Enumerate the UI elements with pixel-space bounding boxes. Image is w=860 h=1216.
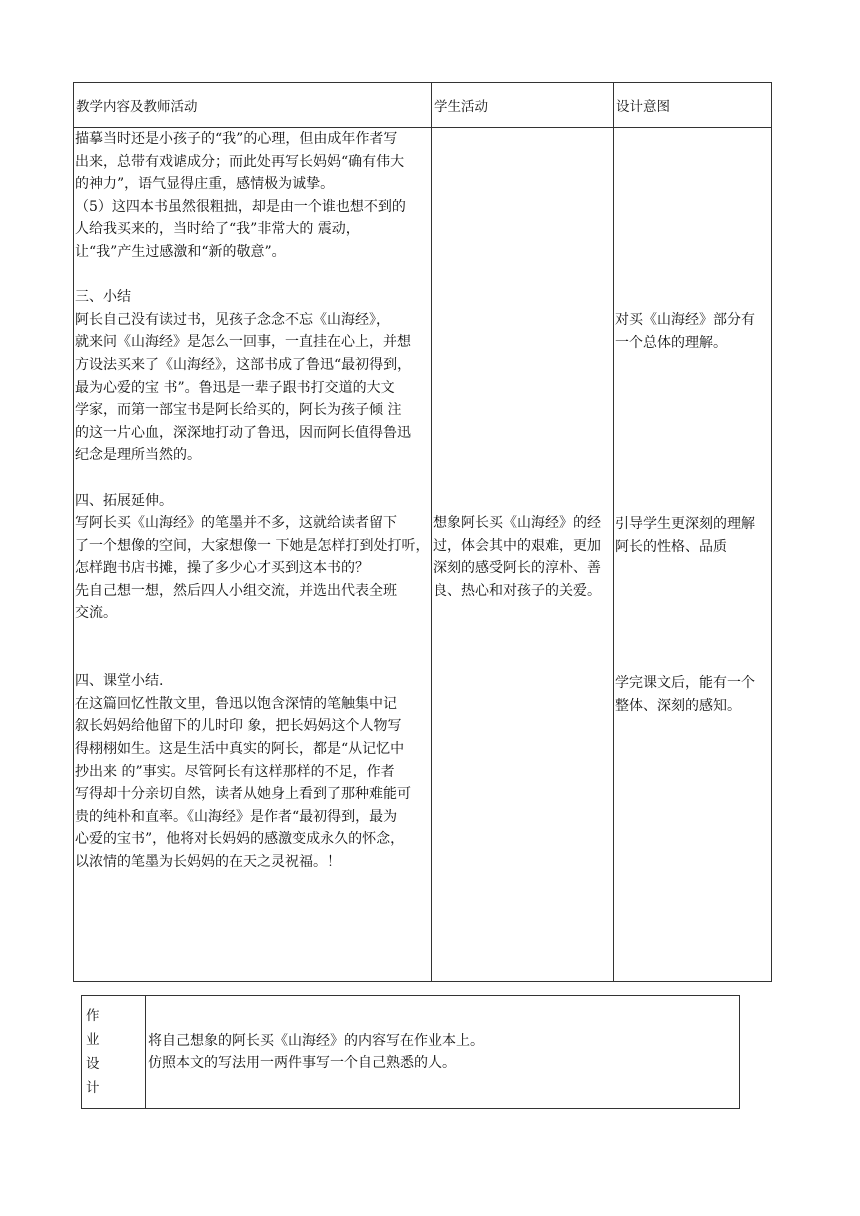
teacher-line: 阿长自己没有读过书，见孩子念念不忘《山海经》， <box>75 311 390 328</box>
teacher-line: 的这一片心血，深深地打动了鲁迅，因而阿长值得鲁迅 <box>75 424 411 441</box>
intent-block-3 <box>615 558 770 717</box>
blank-line <box>75 625 430 648</box>
table-header-row <box>74 83 772 128</box>
homework-row <box>82 996 740 1109</box>
teacher-line: 学家，而第一部宝书是阿长给买的，阿长为孩子倾 注 <box>75 402 402 419</box>
homework-label-char: 设 <box>86 1056 100 1072</box>
teacher-line: 贵的纯朴和直率。《山海经》是作者“最初得到，最为 <box>75 808 398 825</box>
student-activity-text <box>433 128 612 602</box>
teacher-line: 的神力”，语气显得庄重，感情极为诚挚。 <box>75 176 335 193</box>
teacher-line: 人给我买来的，当时给了“我”非常大的 震动， <box>75 221 360 238</box>
blank-line <box>75 648 430 671</box>
teacher-line: 三、小结 <box>75 289 131 306</box>
teacher-line: 叙长妈妈给他留下的儿时印 象，把长妈妈这个人物写 <box>75 718 402 735</box>
teacher-line: 了一个想像的空间，大家想像一 下她是怎样打到处打听， <box>75 537 430 554</box>
homework-table <box>81 995 740 1109</box>
homework-label-char: 业 <box>86 1032 100 1048</box>
teacher-line: 出来，总带有戏谑成分；而此处再写长妈妈“确有伟大 <box>75 153 405 170</box>
student-line: 深刻的感受阿长的淳朴、善 <box>433 560 601 577</box>
intent-line: 引导学生更深刻的理解 <box>615 516 755 533</box>
homework-label-char: 计 <box>86 1080 100 1096</box>
teacher-line: 纪念是理所当然的。 <box>75 447 201 464</box>
blank-line <box>75 467 430 490</box>
teacher-line: 就来问《山海经》是怎么一回事，一直挂在心上，并想 <box>75 334 411 351</box>
teacher-activity-cell <box>74 128 432 982</box>
teacher-line: 方设法买来了《山海经》，这部书成了鲁迅“最初得到， <box>75 356 412 373</box>
student-activity-cell <box>432 128 614 982</box>
intent-line: 整体、深刻的感知。 <box>615 697 741 714</box>
header-student-activity: 学生活动 <box>432 83 614 128</box>
teacher-line: 心爱的宝书”，他将对长妈妈的感激变成永久的怀念， <box>75 831 405 848</box>
teacher-line: 得栩栩如生。这是生活中真实的阿长，都是“从记忆中 <box>75 741 405 758</box>
homework-label <box>82 996 146 1109</box>
lesson-table <box>73 82 772 982</box>
intent-block-1 <box>615 128 770 354</box>
teacher-line: 四、课堂小结. <box>75 673 164 690</box>
teacher-line: 最为心爱的宝 书”。鲁迅是一辈子跟书打交道的大文 <box>75 379 395 396</box>
intent-block-2 <box>615 354 770 558</box>
blank-line <box>75 264 430 287</box>
teacher-line: 交流。 <box>75 605 117 622</box>
teacher-line: （5）这四本书虽然很粗拙，却是由一个谁也想不到的 <box>75 198 406 215</box>
teacher-line: 在这篇回忆性散文里，鲁迅以饱含深情的笔触集中记 <box>75 695 397 712</box>
content-row <box>74 128 772 982</box>
homework-content <box>146 996 740 1109</box>
teacher-line: 怎样跑书店书摊，操了多少心才买到这本书的？ <box>75 560 369 577</box>
design-intent-cell <box>614 128 772 982</box>
student-line: 过，体会其中的艰难，更加 <box>433 537 601 554</box>
homework-item: 仿照本文的写法用一两件事写一个自己熟悉的人。 <box>148 1055 456 1071</box>
header-design-intent: 设计意图 <box>614 83 772 128</box>
intent-line: 一个总体的理解。 <box>615 334 727 351</box>
teacher-line: 写阿长买《山海经》的笔墨并不多，这就给读者留下 <box>75 515 397 532</box>
teacher-line: 先自己想一想，然后四人小组交流，并选出代表全班 <box>75 582 397 599</box>
teacher-line: 抄出来 的”事实。尽管阿长有这样那样的不足，作者 <box>75 763 395 780</box>
student-line: 良、热心和对孩子的关爱。 <box>433 582 601 599</box>
teacher-line: 写得却十分亲切自然，读者从她身上看到了那种难能可 <box>75 786 411 803</box>
teacher-line: 以浓情的笔墨为长妈妈的在天之灵祝福。！ <box>75 854 341 870</box>
intent-line: 阿长的性格、品质 <box>615 538 727 555</box>
homework-item: 将自己想象的阿长买《山海经》的内容写在作业本上。 <box>148 1033 484 1049</box>
teacher-line: 四、拓展延伸。 <box>75 492 173 509</box>
homework-label-char: 作 <box>86 1008 100 1024</box>
intent-line: 对买《山海经》部分有 <box>615 312 755 328</box>
teacher-line: 描摹当时还是小孩子的“我”的心理，但由成年作者写 <box>75 131 398 147</box>
teacher-line: 让“我”产生过感激和“新的敬意”。 <box>75 243 286 260</box>
teacher-activity-text <box>75 128 430 874</box>
header-teacher-activity: 教学内容及教师活动 <box>74 83 432 128</box>
intent-line: 学完课文后，能有一个 <box>615 675 755 692</box>
student-line: 想象阿长买《山海经》的经 <box>433 515 601 531</box>
